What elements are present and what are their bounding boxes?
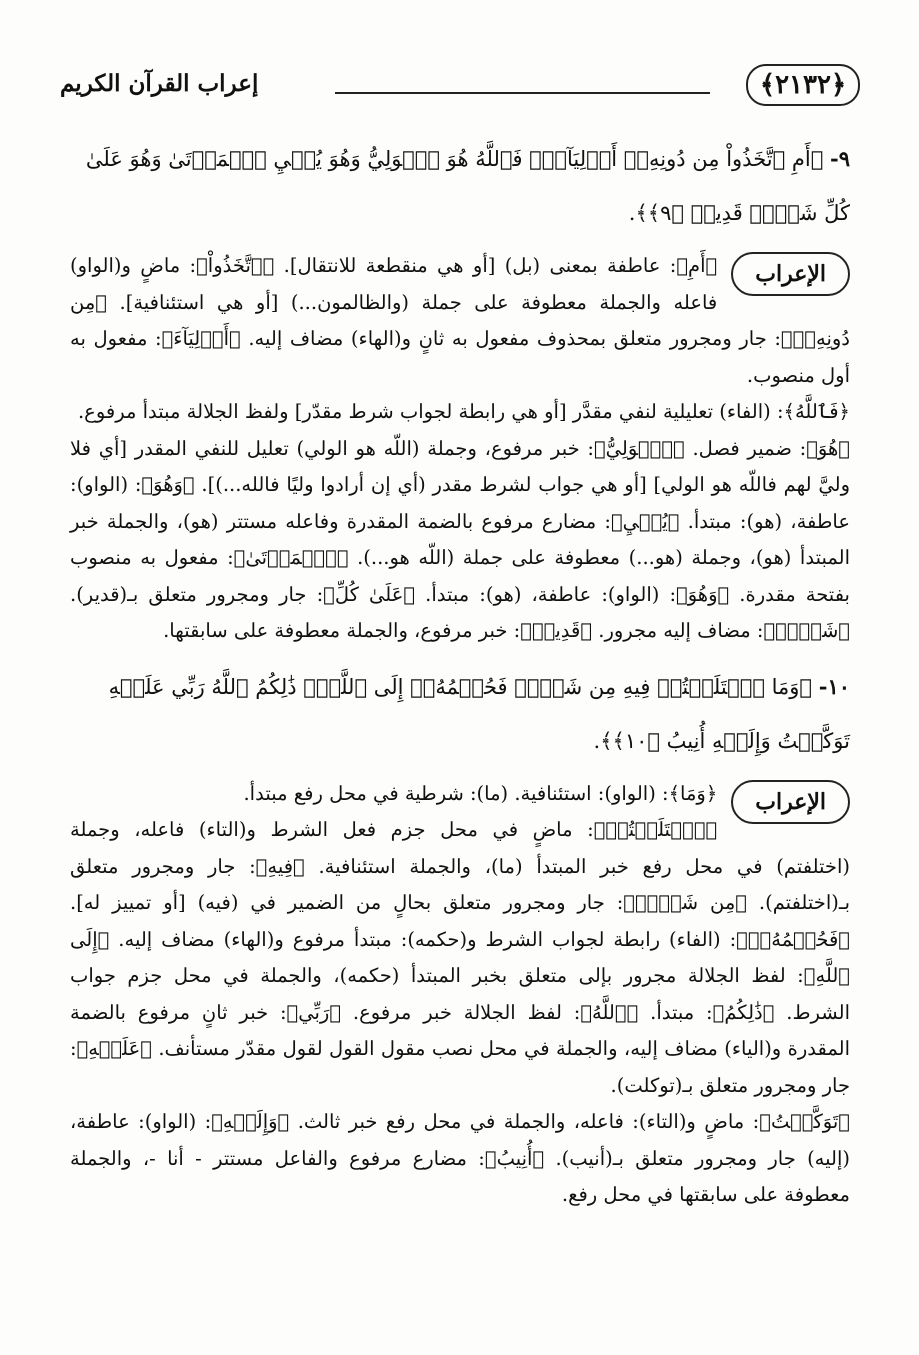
page-header bbox=[40, 58, 860, 108]
iarab-badge: الإعراب bbox=[731, 252, 850, 296]
verse-9 bbox=[70, 132, 850, 240]
iarab-paragraph: ﴿وَمَا﴾: (الواو): استئنافية. (ما): شرطية في محل رفع مبتدأ. bbox=[243, 781, 718, 805]
book-title: إعراب القرآن الكريم bbox=[60, 70, 259, 97]
iarab-paragraph: ﴿أَمِ﴾: عاطفة بمعنى (بل) [أو هي منقطعة للانتقال]. ﴿ٱتَّخَذُواْ﴾: ماضٍ و(الواو) فاعله والجملة معطوفة على جملة (والظالمون...) [أو هي استئنافية]. ﴿مِن دُونِهِۦٓ﴾: جار ومجرور متعلق بمحذوف مفعول به ثانٍ و(الهاء) مضاف إليه. ﴿أَوۡلِيَآءَ﴾: مفعول به أول منصوب. bbox=[70, 254, 850, 387]
verse-text: ﴿أَمِ ٱتَّخَذُواْ مِن دُونِهِۦٓ أَوۡلِيَآءَۖ فَٱللَّهُ هُوَ ٱلۡوَلِيُّ وَهُوَ يُحۡيِ ٱلۡمَوۡتَىٰ وَهُوَ عَلَىٰ كُلِّ شَيۡءٖ قَدِيرٞ ﴿٩﴾﴾. bbox=[85, 147, 850, 225]
iarab-paragraph: ﴿تَوَكَّلۡتُ﴾: ماضٍ و(التاء): فاعله، والجملة في محل رفع خبر ثالث. ﴿وَإِلَيۡهِ﴾: (الواو): عاطفة، (إليه) جار ومجرور متعلق بـ(أنيب). ﴿أُنِيبُ﴾: مضارع مرفوع والفاعل مستتر - أنا -، والجملة معطوفة على سابقتها في محل رفع. bbox=[70, 1110, 850, 1206]
verse-number: ١٠- bbox=[818, 673, 850, 699]
header-rule bbox=[335, 92, 710, 94]
page-number: ﴿٢١٣٢﴾ bbox=[746, 64, 860, 106]
iarab-paragraph: ﴿فَٱللَّهُ﴾: (الفاء) تعليلية لنفي مقدَّر [أو هي رابطة لجواب شرط مقدّر] ولفظ الجلالة مبتدأ مرفوع. bbox=[77, 400, 850, 423]
iarab-paragraph: ﴿ٱخۡتَلَفۡتُمۡ﴾: ماضٍ في محل جزم فعل الشرط و(التاء) فاعله، وجملة (اختلفتم) في محل رفع خبر المبتدأ (ما)، والجملة استئنافية. ﴿فِيهِ﴾: جار ومجرور متعلق بـ(اختلفتم). ﴿مِن شَيۡءٖ﴾: جار ومجرور متعلق بحالٍ من الضمير في (فيه) [أو تمييز له]. ﴿فَحُكۡمُهُۥٓ﴾: (الفاء) رابطة لجواب الشرط و(حكمه): مبتدأ مرفوع و(الهاء) مضاف إليه. ﴿إِلَى ٱللَّهِ﴾: لفظ الجلالة مجرور بإلى متعلق بخبر المبتدأ (حكمه)، والجملة في محل جزم جواب الشرط. ﴿ذَٰلِكُمُ﴾: مبتدأ. ﴿ٱللَّهُ﴾: لفظ الجلالة خبر مرفوع. ﴿رَبِّي﴾: خبر ثانٍ مرفوع بالضمة المقدرة و(الياء) مضاف إليه، والجملة في محل نصب مقول القول لقول مقدّر مستأنف. ﴿عَلَيۡهِ﴾: جار ومجرور متعلق بـ(توكلت). bbox=[70, 818, 850, 1097]
iarab-section-verse-10 bbox=[70, 776, 850, 1214]
iarab-section-verse-9 bbox=[70, 248, 850, 650]
page-content bbox=[70, 132, 850, 1214]
iarab-paragraph: ﴿هُوَ﴾: ضمير فصل. ﴿ٱلۡوَلِيُّ﴾: خبر مرفوع، وجملة (اللّه هو الولي) تعليل للنفي المقدر [أي فلا وليَّ لهم فاللّه هو الولي] [أو هي جواب لشرط مقدر (أي إن أرادوا وليًا فالله...)]. ﴿وَهُوَ﴾: (الواو): عاطفة، (هو): مبتدأ. ﴿يُحۡيِ﴾: مضارع مرفوع بالضمة المقدرة وفاعله مستتر (هو)، والجملة خبر المبتدأ (هو)، وجملة (هو...) معطوفة على جملة (اللّه هو...). ﴿ٱلۡمَوۡتَىٰ﴾: مفعول به منصوب بفتحة مقدرة. ﴿وَهُوَ﴾: (الواو): عاطفة، (هو): مبتدأ. ﴿عَلَىٰ كُلِّ﴾: جار ومجرور متعلق بـ(قدير). ﴿شَيۡءٖ﴾: مضاف إليه مجرور. ﴿قَدِيرٞ﴾: خبر مرفوع، والجملة معطوفة على سابقتها. bbox=[70, 436, 850, 642]
verse-number: ٩- bbox=[830, 146, 850, 171]
spacer bbox=[70, 650, 850, 660]
verse-10 bbox=[70, 660, 850, 768]
verse-text: ﴿وَمَا ٱخۡتَلَفۡتُمۡ فِيهِ مِن شَيۡءٖ فَحُكۡمُهُۥٓ إِلَى ٱللَّهِۚ ذَٰلِكُمُ ٱللَّهُ رَبِّي عَلَيۡهِ تَوَكَّلۡتُ وَإِلَيۡهِ أُنِيبُ ﴿١٠﴾﴾. bbox=[108, 674, 850, 753]
iarab-badge: الإعراب bbox=[731, 780, 850, 824]
